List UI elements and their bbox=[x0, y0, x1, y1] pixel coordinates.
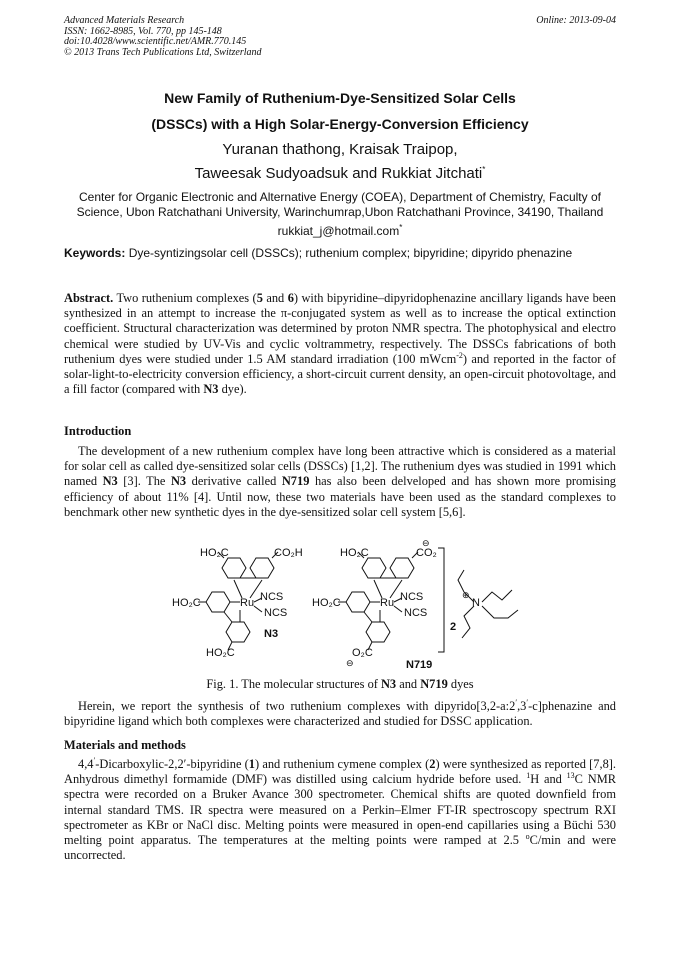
section-heading-introduction: Introduction bbox=[64, 424, 132, 438]
authors-line-1: Yuranan thathong, Kraisak Traipop, bbox=[222, 141, 458, 158]
affiliation-line-2: Science, Ubon Ratchathani University, Warinchumrap,Ubon Ratchathani Province, 34190, Thailand bbox=[76, 205, 604, 219]
affiliation bbox=[64, 190, 616, 220]
email: rukkiat_j@hotmail.com* bbox=[277, 223, 403, 238]
online-date: Online: 2013-09-04 bbox=[536, 15, 616, 26]
journal-name: Advanced Materials Research bbox=[64, 15, 185, 26]
n3-ruthenium: Ru bbox=[240, 597, 255, 609]
authors-line-2: Taweesak Sudyoadsuk and Rukkiat Jitchati* bbox=[194, 165, 486, 182]
n719-ncs-1: NCS bbox=[400, 591, 424, 603]
n719-ruthenium: Ru bbox=[380, 597, 395, 609]
issn: ISSN: 1662-8985, Vol. 770, pp 145-148 bbox=[64, 25, 222, 37]
keywords: Keywords: Dye-syntizingsolar cell (DSSCs); ruthenium complex; bipyridine; dipyrido phenazine bbox=[64, 246, 573, 260]
counterion-count: 2 bbox=[450, 621, 457, 633]
figure-caption: Fig. 1. The molecular structures of N3 and N719 dyes bbox=[206, 677, 474, 691]
copyright: © 2013 Trans Tech Publications Ltd, Switzerland bbox=[64, 46, 262, 58]
n719-carboxylate-bottom: O₂C bbox=[352, 647, 373, 659]
n3-carboxyl-top-left: HO₂C bbox=[200, 547, 229, 559]
n719-carboxylate-top-right: CO₂ bbox=[416, 547, 437, 559]
n719-minus-charge-1: ⊖ bbox=[422, 540, 430, 548]
n3-carboxyl-top-right: CO₂H bbox=[274, 547, 303, 559]
affiliation-line-1: Center for Organic Electronic and Alternative Energy (COEA), Department of Chemistry, Faculty of bbox=[79, 190, 601, 204]
section-heading-methods: Materials and methods bbox=[64, 738, 186, 752]
methods-paragraph: 4,4′-Dicarboxylic-2,2′-bipyridine (1) and ruthenium cymene complex (2) were synthesized as reported [7,8]. Anhydrous dimethyl formamide (DMF) was distilled using calcium hydride before used. $^1$H and $^{13}$C NMR spectra were recorded on a Bruker Avance 300 spectrometer. Chemical shifts are quoted downfield from internal standard TMS. IR spectra were measured on a Perkin–Elmer FT-IR spectroscopy spectrum RXI spectrometer as KBr or NaCl disc. Melting points were measured in open-end capillaries using a Büchi 530 melting point apparatus. The temperatures at the melting points were ramped at 2.5 $^o$C/min and were uncorrected. bbox=[64, 755, 616, 863]
introduction-paragraph: The development of a new ruthenium complex have long been attractive which is considered as a material for solar cell as called dye-sensitized solar cells (DSSCs) [1,2]. The ruthenium dyes was studied in 1991 which named N3 [3]. The N3 derivative called N719 has also been delveloped and has shown more promising efficiency of about 11% [4]. Until now, these two materials have been used as the standard complexes to benchmark other new synthetic dyes in the dye-sensitized solar cell system [5,6]. bbox=[64, 444, 616, 519]
molecular-structures-figure bbox=[160, 540, 540, 672]
n719-minus-charge-2: ⊖ bbox=[346, 658, 354, 668]
paper-title-line-1: New Family of Ruthenium-Dye-Sensitized Solar Cells bbox=[164, 90, 516, 106]
n719-carboxyl-top-left: HO₂C bbox=[340, 547, 369, 559]
doi: doi:10.4028/www.scientific.net/AMR.770.145 bbox=[64, 36, 247, 47]
n719-carboxyl-left: HO₂C bbox=[312, 597, 341, 609]
n3-ncs-1: NCS bbox=[260, 591, 284, 603]
n3-ncs-2: NCS bbox=[264, 607, 288, 619]
ammonium-plus-charge: ⊕ bbox=[462, 590, 470, 600]
abstract: Abstract. Two ruthenium complexes (5 and 6) with bipyridine–dipyridophenazine ancillary ligands have been synthesized in an attempt to increase the π-conjugated system as well as to increase the optical extinction coefficient. Structural characterization was determined by proton NMR spectra. The photophysical and electro chemical were studied by UV-Vis and cyclic voltrammetry, respectively. The DSSCs fabrications of both ruthenium dyes were studied under 1.5 AM standard irradiation (100 mWcm$^{-2}$) and reported in the factor of solar-light-to-electricity conversion efficiency, a short-circuit current density, an open-circuit photovoltage, and a fill factor (compared with N3 dye). bbox=[64, 291, 616, 397]
n3-label: N3 bbox=[264, 628, 279, 640]
n3-carboxyl-left: HO₂C bbox=[172, 597, 201, 609]
paper-title-line-2: (DSSCs) with a High Solar-Energy-Conversion Efficiency bbox=[151, 116, 529, 132]
n719-label: N719 bbox=[406, 659, 433, 671]
ammonium-nitrogen: N bbox=[472, 597, 480, 609]
herein-paragraph: Herein, we report the synthesis of two ruthenium complexes with dipyrido[3,2-a:2′,3′-c]phenazine and bipyridine ligand which both complexes were characterized and studied for DSSC application. bbox=[64, 697, 616, 729]
n719-ncs-2: NCS bbox=[404, 607, 428, 619]
n3-carboxyl-bottom: HO₂C bbox=[206, 647, 235, 659]
page-header bbox=[64, 16, 616, 58]
